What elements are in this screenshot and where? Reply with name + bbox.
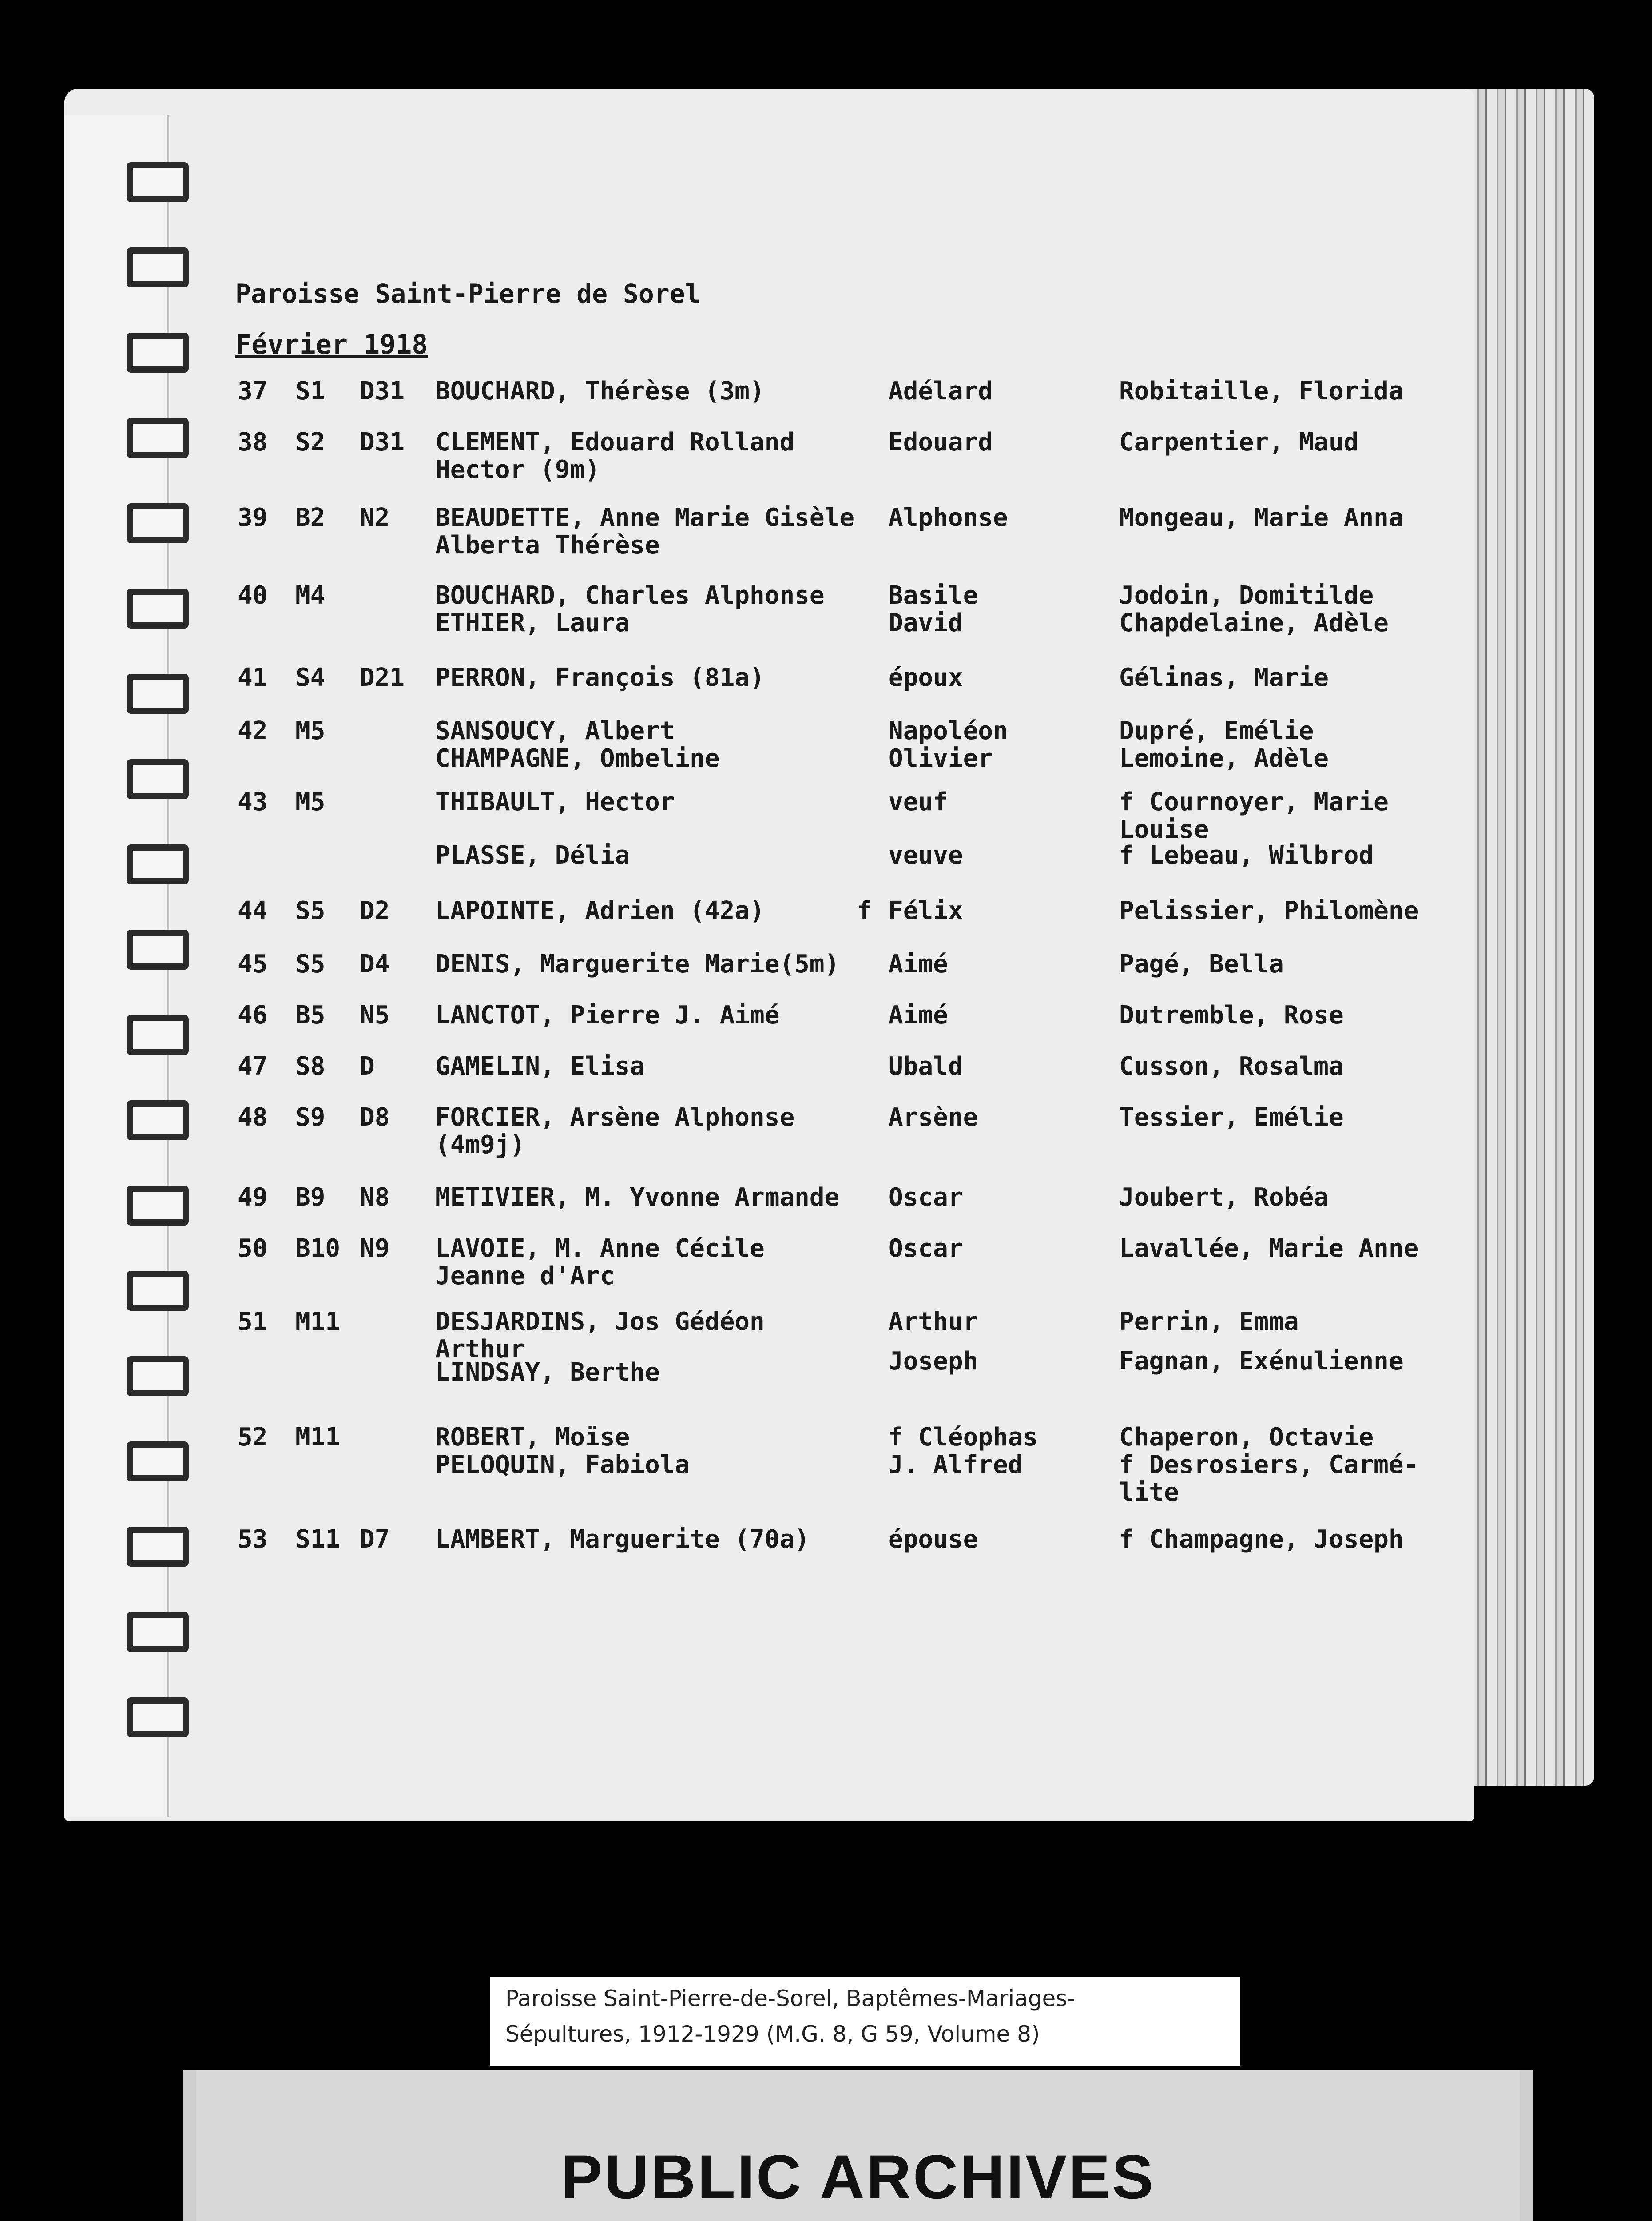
entry-parent-2: Carpentier, Maud xyxy=(1119,428,1359,457)
entry-ref-code: D31 xyxy=(360,377,405,406)
entry-parent-2: Gélinas, Marie xyxy=(1119,663,1329,692)
entry-parent-1: Alphonse xyxy=(888,503,1008,532)
entry-parent-1: Aimé xyxy=(888,950,948,979)
entry-act-code: S5 xyxy=(295,950,326,979)
entry-parent-1: f Cléophas xyxy=(888,1423,1038,1452)
entry-name-line-2: (4m9j) xyxy=(435,1130,525,1159)
entry-parent-2: Pagé, Bella xyxy=(1119,950,1284,979)
entry-flag: f xyxy=(857,896,872,925)
entry-parent-2: Jodoin, Domitilde xyxy=(1119,581,1374,610)
entry-act-code: M4 xyxy=(295,581,326,610)
entry-parent-1: Adélard xyxy=(888,377,993,406)
entry-number: 47 xyxy=(238,1052,268,1081)
entry-parent-2-line-2: Chapdelaine, Adèle xyxy=(1119,609,1389,637)
entry-act-code: S4 xyxy=(295,663,326,692)
entry-ref-code: N8 xyxy=(360,1183,390,1212)
entry-spouse-parent-2: f Lebeau, Wilbrod xyxy=(1119,841,1374,870)
entry-act-code: M5 xyxy=(295,716,326,745)
entry-number: 52 xyxy=(238,1423,268,1452)
entry-parent-2: Pelissier, Philomène xyxy=(1119,896,1419,925)
entry-number: 44 xyxy=(238,896,268,925)
entry-act-code: S1 xyxy=(295,377,326,406)
entry-parent-2-line-2: f Desrosiers, Carmé- xyxy=(1119,1450,1419,1479)
entry-parent-2-line-2: Louise xyxy=(1119,815,1209,844)
entry-parent-2: Lavallée, Marie Anne xyxy=(1119,1234,1419,1263)
entry-parent-2: Tessier, Emélie xyxy=(1119,1103,1344,1132)
entry-number: 38 xyxy=(238,428,268,457)
entry-act-code: B5 xyxy=(295,1001,326,1030)
entry-name: SANSOUCY, Albert xyxy=(435,716,675,745)
entry-parent-1-line-2: David xyxy=(888,609,963,637)
entry-number: 39 xyxy=(238,503,268,532)
entry-ref-code: D31 xyxy=(360,428,405,457)
entry-name: BOUCHARD, Charles Alphonse xyxy=(435,581,825,610)
entry-parent-2-line-2: Lemoine, Adèle xyxy=(1119,744,1329,773)
entry-number: 41 xyxy=(238,663,268,692)
entry-number: 37 xyxy=(238,377,268,406)
entry-name-line-2: Hector (9m) xyxy=(435,455,600,484)
entry-number: 51 xyxy=(238,1307,268,1336)
entry-act-code: S5 xyxy=(295,896,326,925)
entry-name: FORCIER, Arsène Alphonse xyxy=(435,1103,795,1132)
entry-number: 45 xyxy=(238,950,268,979)
entry-name: CLEMENT, Edouard Rolland xyxy=(435,428,795,457)
entry-number: 46 xyxy=(238,1001,268,1030)
entry-number: 50 xyxy=(238,1234,268,1263)
entry-parent-2: Robitaille, Florida xyxy=(1119,377,1404,406)
entry-name: LANCTOT, Pierre J. Aimé xyxy=(435,1001,780,1030)
entry-ref-code: D8 xyxy=(360,1103,390,1132)
entry-act-code: S9 xyxy=(295,1103,326,1132)
entry-spouse-parent-1: Joseph xyxy=(888,1347,978,1376)
entry-spouse-parent-1: veuve xyxy=(888,841,963,870)
entry-parent-1: époux xyxy=(888,663,963,692)
entry-act-code: M11 xyxy=(295,1307,341,1336)
entry-parent-2: Cusson, Rosalma xyxy=(1119,1052,1344,1081)
entry-number: 49 xyxy=(238,1183,268,1212)
entry-parent-2: f Champagne, Joseph xyxy=(1119,1525,1404,1554)
entry-ref-code: N2 xyxy=(360,503,390,532)
entry-spouse-parent-2: Fagnan, Exénulienne xyxy=(1119,1347,1404,1376)
catalogue-label-line-2: Sépultures, 1912-1929 (M.G. 8, G 59, Volume 8) xyxy=(505,2021,1040,2047)
entry-name-line-2: Arthur xyxy=(435,1335,525,1364)
entry-ref-code: D21 xyxy=(360,663,405,692)
entry-ref-code: D2 xyxy=(360,896,390,925)
entry-name: DESJARDINS, Jos Gédéon xyxy=(435,1307,765,1336)
entry-name: METIVIER, M. Yvonne Armande xyxy=(435,1183,840,1212)
entry-parent-1: Félix xyxy=(888,896,963,925)
entry-act-code: S2 xyxy=(295,428,326,457)
entry-parent-1: Aimé xyxy=(888,1001,948,1030)
entry-parent-1: Arthur xyxy=(888,1307,978,1336)
entry-parent-2: Perrin, Emma xyxy=(1119,1307,1299,1336)
entry-name: PERRON, François (81a) xyxy=(435,663,765,692)
parish-heading: Paroisse Saint-Pierre de Sorel xyxy=(235,279,701,309)
entry-ref-code: D xyxy=(360,1052,375,1081)
entry-ref-code: N5 xyxy=(360,1001,390,1030)
entry-act-code: S11 xyxy=(295,1525,341,1554)
entry-parent-1: épouse xyxy=(888,1525,978,1554)
entry-parent-2-line-3: lite xyxy=(1119,1478,1179,1507)
entry-parent-2: Chaperon, Octavie xyxy=(1119,1423,1374,1452)
entry-name-line-2: Alberta Thérèse xyxy=(435,531,660,560)
entry-ref-code: N9 xyxy=(360,1234,390,1263)
entry-parent-2: Joubert, Robéa xyxy=(1119,1183,1329,1212)
entry-parent-1: Oscar xyxy=(888,1234,963,1263)
entry-act-code: S8 xyxy=(295,1052,326,1081)
entry-spouse-name: LINDSAY, Berthe xyxy=(435,1358,660,1387)
entry-name-line-2: CHAMPAGNE, Ombeline xyxy=(435,744,720,773)
archives-banner xyxy=(183,2070,1533,2221)
entry-act-code: B2 xyxy=(295,503,326,532)
entry-ref-code: D7 xyxy=(360,1525,390,1554)
entry-spouse-name: PLASSE, Délia xyxy=(435,841,630,870)
entry-name: BOUCHARD, Thérèse (3m) xyxy=(435,377,765,406)
entry-parent-2: Dupré, Emélie xyxy=(1119,716,1314,745)
entry-name: THIBAULT, Hector xyxy=(435,788,675,816)
month-heading: Février 1918 xyxy=(235,329,428,360)
entry-parent-2: Mongeau, Marie Anna xyxy=(1119,503,1404,532)
entry-act-code: B10 xyxy=(295,1234,341,1263)
entry-number: 43 xyxy=(238,788,268,816)
entry-number: 53 xyxy=(238,1525,268,1554)
entry-parent-2: Dutremble, Rose xyxy=(1119,1001,1344,1030)
entry-parent-1: Arsène xyxy=(888,1103,978,1132)
entry-name-line-2: PELOQUIN, Fabiola xyxy=(435,1450,690,1479)
banner-line-public-archives: PUBLIC ARCHIVES xyxy=(560,2142,1156,2212)
entry-act-code: M11 xyxy=(295,1423,341,1452)
entry-number: 48 xyxy=(238,1103,268,1132)
entry-name: LAVOIE, M. Anne Cécile xyxy=(435,1234,765,1263)
entry-parent-2: f Cournoyer, Marie xyxy=(1119,788,1389,816)
entry-parent-1: veuf xyxy=(888,788,948,816)
entry-act-code: B9 xyxy=(295,1183,326,1212)
entry-parent-1: Ubald xyxy=(888,1052,963,1081)
entry-parent-1: Napoléon xyxy=(888,716,1008,745)
entry-parent-1: Basile xyxy=(888,581,978,610)
entry-name: LAMBERT, Marguerite (70a) xyxy=(435,1525,810,1554)
entry-number: 42 xyxy=(238,716,268,745)
entry-name: ROBERT, Moïse xyxy=(435,1423,630,1452)
catalogue-label-line-1: Paroisse Saint-Pierre-de-Sorel, Baptêmes-Mariages- xyxy=(505,1986,1076,2011)
entry-parent-1: Edouard xyxy=(888,428,993,457)
entry-name: GAMELIN, Elisa xyxy=(435,1052,645,1081)
entry-number: 40 xyxy=(238,581,268,610)
entry-parent-1-line-2: J. Alfred xyxy=(888,1450,1023,1479)
entry-ref-code: D4 xyxy=(360,950,390,979)
entry-act-code: M5 xyxy=(295,788,326,816)
catalogue-label xyxy=(490,1977,1240,2066)
entry-name-line-2: Jeanne d'Arc xyxy=(435,1262,615,1290)
entry-name: LAPOINTE, Adrien (42a) xyxy=(435,896,765,925)
entry-name-line-2: ETHIER, Laura xyxy=(435,609,630,637)
entry-parent-1: Oscar xyxy=(888,1183,963,1212)
entry-name: BEAUDETTE, Anne Marie Gisèle xyxy=(435,503,855,532)
entry-parent-1-line-2: Olivier xyxy=(888,744,993,773)
entry-name: DENIS, Marguerite Marie(5m) xyxy=(435,950,840,979)
